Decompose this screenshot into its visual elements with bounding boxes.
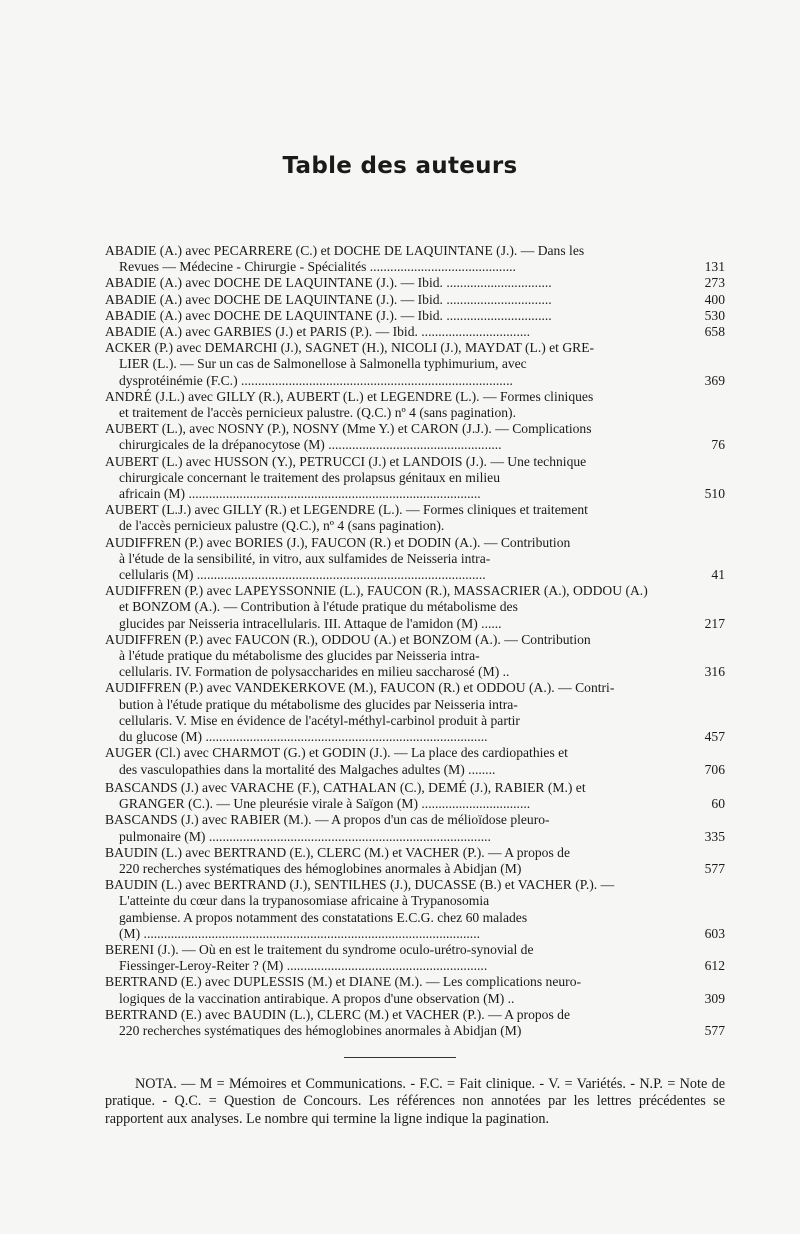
index-entry <box>105 243 725 275</box>
entry-line: BAUDIN (L.) avec BERTRAND (E.), CLERC (M.) et VACHER (P.). — A propos de <box>105 844 570 860</box>
author-index-section-b <box>105 780 725 1039</box>
entry-line: AUDIFFREN (P.) avec BORIES (J.), FAUCON (R.) et DODIN (A.). — Contribution <box>105 534 571 550</box>
entry-line: bution à l'étude pratique du métabolisme des glucides par Neisseria intra- <box>119 696 518 712</box>
entry-line: Revues — Médecine - Chirurgie - Spécialités ........................................... 131 <box>119 259 725 275</box>
index-entry <box>105 502 725 534</box>
entry-line: LIER (L.). — Sur un cas de Salmonellose à Salmonella typhimurium, avec <box>119 356 527 372</box>
entry-line: ABADIE (A.) avec PECARRERE (C.) et DOCHE DE LAQUINTANE (J.). — Dans les <box>105 243 585 258</box>
index-entry <box>105 845 725 877</box>
entry-line: 220 recherches systématiques des hémoglobines anormales à Abidjan (M) 577 <box>119 861 725 877</box>
entry-line: de l'accès pernicieux palustre (Q.C.), nº 4 (sans pagination). <box>119 518 445 534</box>
page-number: 577 <box>704 1023 725 1039</box>
entry-line: à l'étude de la sensibilité, in vitro, aux sulfamides de Neisseria intra- <box>119 550 491 566</box>
entry-line: BERTRAND (E.) avec BAUDIN (L.), CLERC (M.) et VACHER (P.). — A propos de <box>105 1006 570 1022</box>
entry-line: glucides par Neisseria intracellularis. III. Attaque de l'amidon (M) ...... 217 <box>119 615 725 631</box>
entry-line: ABADIE (A.) avec DOCHE DE LAQUINTANE (J.). — Ibid. ............................... 400 <box>105 291 725 307</box>
index-entry <box>105 324 725 340</box>
entry-line: et BONZOM (A.). — Contribution à l'étude pratique du métabolisme des <box>119 599 518 615</box>
index-entry <box>105 780 725 812</box>
index-entry <box>105 421 725 453</box>
entry-line: AUGER (Cl.) avec CHARMOT (G.) et GODIN (J.). — La place des cardiopathies et <box>105 745 568 761</box>
index-entry <box>105 275 725 291</box>
entry-line: des vasculopathies dans la mortalité des Malgaches adultes (M) ........ 706 <box>119 761 725 777</box>
page-number: 273 <box>704 275 725 291</box>
index-entry <box>105 812 725 844</box>
entry-line: ACKER (P.) avec DEMARCHI (J.), SAGNET (H.), NICOLI (J.), MAYDAT (L.) et GRE- <box>105 340 595 356</box>
page-number: 603 <box>704 925 725 941</box>
entry-line: ANDRÉ (J.L.) avec GILLY (R.), AUBERT (L.) et LEGENDRE (L.). — Formes cliniques <box>105 388 594 404</box>
page-title: Table des auteurs <box>282 153 518 179</box>
author-index-section-a <box>105 243 725 778</box>
index-entry <box>105 1007 725 1039</box>
entry-line: et traitement de l'accès pernicieux palustre. (Q.C.) nº 4 (sans pagination). <box>119 405 516 421</box>
entry-line: ABADIE (A.) avec DOCHE DE LAQUINTANE (J.). — Ibid. ............................... 530 <box>105 307 725 323</box>
page-number: 612 <box>704 958 725 974</box>
entry-line: cellularis (M) ..................................................................................... 41 <box>119 567 725 583</box>
page-number: 457 <box>704 729 725 745</box>
index-entry <box>105 389 725 421</box>
entry-line: L'atteinte du cœur dans la trypanosomiase africaine à Trypanosomia <box>119 893 490 909</box>
entry-line: Fiessinger-Leroy-Reiter ? (M) ........................................................... 612 <box>119 958 725 974</box>
entry-line: (M) ................................................................................................... 603 <box>119 925 725 941</box>
page-number: 131 <box>704 259 725 275</box>
separator-rule <box>344 1057 456 1058</box>
entry-line: cellularis. V. Mise en évidence de l'acétyl-méthyl-carbinol produit à partir <box>119 712 520 728</box>
entry-line: chirurgicale concernant le traitement des prolapsus génitaux en milieu <box>119 469 500 485</box>
entry-line: BERTRAND (E.) avec DUPLESSIS (M.) et DIANE (M.). — Les complications neuro- <box>105 974 582 990</box>
entry-line: BASCANDS (J.) avec RABIER (M.). — A propos d'un cas de mélioïdose pleuro- <box>105 812 550 828</box>
page-number: 309 <box>704 990 725 1006</box>
page-number: 658 <box>704 324 725 340</box>
entry-line: BERENI (J.). — Où en est le traitement du syndrome oculo-urétro-synovial de <box>105 942 534 958</box>
entry-line: logiques de la vaccination antirabique. A propos d'une observation (M) .. 309 <box>119 990 725 1006</box>
page-number: 76 <box>711 437 725 453</box>
nota-footnote: NOTA. — M = Mémoires et Communications. - F.C. = Fait clinique. - V. = Variétés. - N.P. = Note de pratique. - Q.C. = Question de Concours. Les références non annotées par les lettres précédentes se rapportent aux analyses. Le nombre qui termine la ligne indique la pagination. <box>105 1076 725 1127</box>
index-entry <box>105 974 725 1006</box>
entry-line: AUDIFFREN (P.) avec FAUCON (R.), ODDOU (A.) et BONZOM (A.). — Contribution <box>105 631 591 647</box>
entry-line: gambiense. A propos notamment des constatations E.C.G. chez 60 malades <box>119 909 528 925</box>
index-entry <box>105 535 725 584</box>
page-number: 369 <box>704 372 725 388</box>
index-entry <box>105 680 725 745</box>
index-entry <box>105 308 725 324</box>
entry-line: AUBERT (L.), avec NOSNY (P.), NOSNY (Mme Y.) et CARON (J.J.). — Complications <box>105 421 592 437</box>
entry-line: AUDIFFREN (P.) avec LAPEYSSONNIE (L.), FAUCON (R.), MASSACRIER (A.), ODDOU (A.) <box>105 583 648 599</box>
page-number: 400 <box>704 291 725 307</box>
entry-line: à l'étude pratique du métabolisme des glucides par Neisseria intra- <box>119 648 480 664</box>
page-number: 217 <box>704 615 725 631</box>
index-entry <box>105 454 725 503</box>
page-number: 335 <box>704 828 725 844</box>
page-number: 60 <box>711 796 725 812</box>
page-number: 577 <box>704 861 725 877</box>
entry-line: AUDIFFREN (P.) avec VANDEKERKOVE (M.), FAUCON (R.) et ODDOU (A.). — Contri- <box>105 680 615 696</box>
entry-line: chirurgicales de la drépanocytose (M) ................................................... 76 <box>119 437 725 453</box>
entry-line: pulmonaire (M) ................................................................................... 335 <box>119 828 725 844</box>
entry-line: BAUDIN (L.) avec BERTRAND (J.), SENTILHES (J.), DUCASSE (B.) et VACHER (P.). — <box>105 877 615 893</box>
index-entry <box>105 632 725 681</box>
entry-line: 220 recherches systématiques des hémoglobines anormales à Abidjan (M) 577 <box>119 1023 725 1039</box>
entry-line: AUBERT (L.J.) avec GILLY (R.) et LEGENDRE (L.). — Formes cliniques et traitement <box>105 502 588 518</box>
index-entry <box>105 583 725 632</box>
entry-line: africain (M) ...................................................................................... 510 <box>119 486 725 502</box>
entry-line: GRANGER (C.). — Une pleurésie virale à Saïgon (M) ................................ 60 <box>119 796 725 812</box>
entry-line: BASCANDS (J.) avec VARACHE (F.), CATHALAN (C.), DEMÉ (J.), RABIER (M.) et <box>105 780 586 795</box>
index-entry <box>105 877 725 942</box>
page-number: 706 <box>704 761 725 777</box>
index-entry <box>105 745 725 777</box>
entry-line: ABADIE (A.) avec GARBIES (J.) et PARIS (P.). — Ibid. ................................ 658 <box>105 324 725 340</box>
entry-line: AUBERT (L.) avec HUSSON (Y.), PETRUCCI (J.) et LANDOIS (J.). — Une technique <box>105 453 587 469</box>
page-number: 530 <box>704 307 725 323</box>
entry-line: cellularis. IV. Formation de polysaccharides en milieu saccharosé (M) .. 316 <box>119 664 725 680</box>
index-entry <box>105 340 725 389</box>
entry-line: dysprotéinémie (F.C.) ................................................................................ 369 <box>119 372 725 388</box>
page-number: 41 <box>711 567 725 583</box>
entry-line: ABADIE (A.) avec DOCHE DE LAQUINTANE (J.). — Ibid. ............................... 273 <box>105 275 725 291</box>
page-number: 510 <box>704 486 725 502</box>
index-entry <box>105 292 725 308</box>
index-entry <box>105 942 725 974</box>
page-number: 316 <box>704 664 725 680</box>
entry-line: du glucose (M) ................................................................................... 457 <box>119 729 725 745</box>
